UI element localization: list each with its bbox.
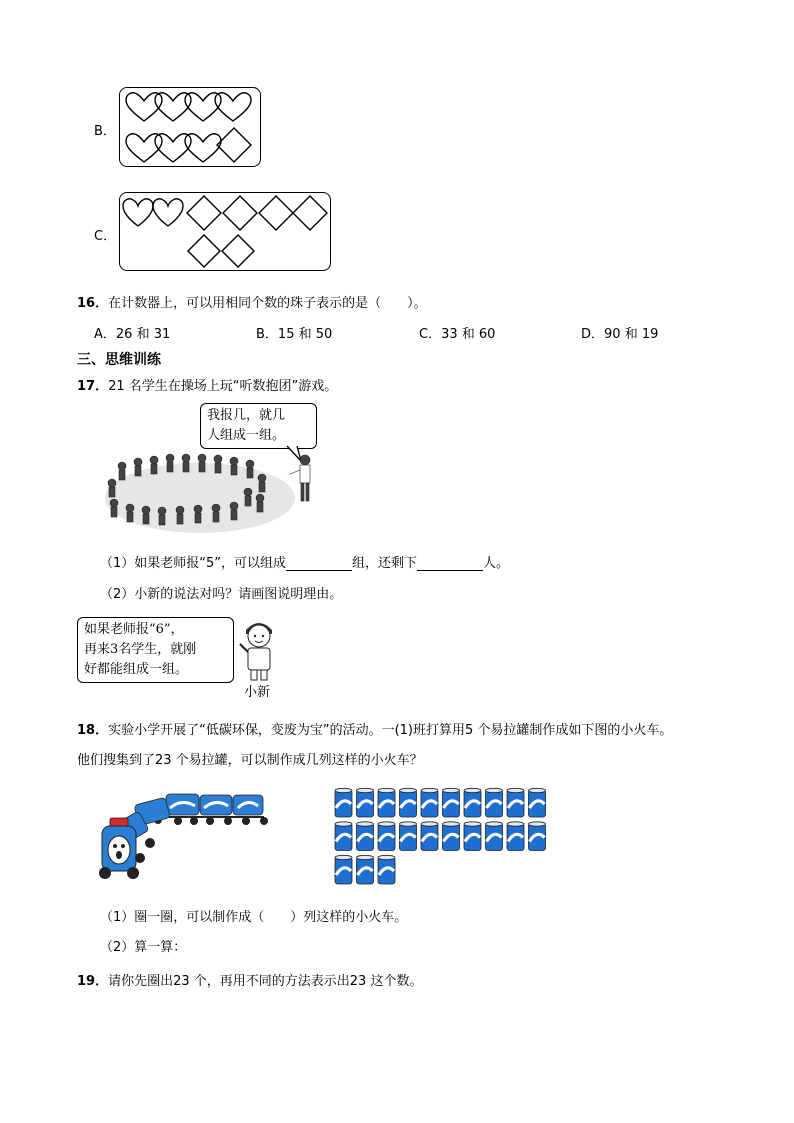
option-c-label: C． <box>94 229 117 244</box>
can-icon <box>357 788 374 817</box>
heart-icon <box>153 199 183 226</box>
can-icon <box>357 855 374 884</box>
heart-icon <box>123 199 153 226</box>
option-b-box <box>119 87 261 167</box>
can-icon <box>335 855 352 884</box>
question-number: 17． <box>77 379 109 394</box>
diamond-icon <box>187 196 221 230</box>
can-icon <box>529 788 546 817</box>
can-icon <box>378 855 395 884</box>
can-icon <box>529 822 546 851</box>
question-stem: 实验小学开展了“低碳环保，变废为宝”的活动。一(1)班打算用5 个易拉罐制作成如下图的小火车。 <box>108 723 673 738</box>
option-b-shapes <box>120 88 260 166</box>
question-17-sub2: （2）小新的说法对吗？请画图说明理由。 <box>100 587 343 602</box>
question-18-sub2: （2）算一算： <box>100 940 187 955</box>
question-stem: 请你先圈出23 个，再用不同的方法表示出23 这个数。 <box>108 974 423 989</box>
section-title: 三、思维训练 <box>77 352 161 368</box>
can-icon <box>421 822 438 851</box>
can-icon <box>443 822 460 851</box>
can-icon <box>335 788 352 817</box>
diamond-icon <box>293 196 327 230</box>
xiaoxin-boy-illustration <box>234 618 284 683</box>
can-icon <box>378 822 395 851</box>
question-18-line1 <box>77 719 672 738</box>
question-18-sub1: （1）圈一圈，可以制作成（ ）列这样的小火车。 <box>100 910 408 925</box>
question-number: 18． <box>77 723 109 738</box>
diamond-icon <box>222 235 254 267</box>
question-16 <box>77 292 427 311</box>
can-icon <box>464 788 481 817</box>
diamond-icon <box>217 128 251 162</box>
can-icon <box>357 822 374 851</box>
question-stem: 在计数器上，可以用相同个数的珠子表示的是（ ）。 <box>108 296 427 311</box>
can-icon <box>400 788 417 817</box>
option-b-label: B． <box>94 124 116 139</box>
question-17-sub1: （1）如果老师报“5”，可以组成 组，还剩下 人。 <box>100 556 510 571</box>
can-icon <box>378 788 395 817</box>
can-icon <box>464 822 481 851</box>
diamond-icon <box>259 196 293 230</box>
heart-icon <box>126 134 162 162</box>
can-icon <box>507 788 524 817</box>
can-icon <box>486 822 503 851</box>
can-grid <box>333 787 553 887</box>
can-icon <box>443 788 460 817</box>
can-icon <box>486 788 503 817</box>
option-c-shapes <box>120 193 330 270</box>
diamond-icon <box>188 235 220 267</box>
xiaoxin-speech-bubble: 如果老师报“6”， 再来3名学生，就刚 好都能组成一组。 <box>77 617 234 683</box>
can-train-illustration <box>98 788 278 883</box>
can-icon <box>335 822 352 851</box>
option-c-box <box>119 192 331 271</box>
can-icon <box>507 822 524 851</box>
question-number: 16． <box>77 296 109 311</box>
question-number: 19． <box>77 974 109 989</box>
teacher-speech-bubble: 我报几，就几 人组成一组。 <box>200 403 317 449</box>
diamond-icon <box>223 196 257 230</box>
question-stem: 21 名学生在操场上玩“听数抱团”游戏。 <box>108 379 338 394</box>
can-icon <box>421 788 438 817</box>
xiaoxin-name: 小新 <box>244 685 271 700</box>
option-b[interactable]: B．15 和 50 <box>256 327 333 342</box>
answer-blank[interactable] <box>286 556 352 571</box>
can-icon <box>400 822 417 851</box>
question-19 <box>77 970 422 989</box>
heart-icon <box>126 93 162 121</box>
answer-blank[interactable] <box>417 556 483 571</box>
option-a[interactable]: A．26 和 31 <box>94 327 171 342</box>
question-17 <box>77 375 337 394</box>
playground-illustration <box>100 448 330 538</box>
option-d[interactable]: D．90 和 19 <box>581 327 659 342</box>
option-c[interactable]: C．33 和 60 <box>419 327 496 342</box>
question-18-line2: 他们搜集到了23 个易拉罐，可以制作成几列这样的小火车？ <box>77 753 423 768</box>
